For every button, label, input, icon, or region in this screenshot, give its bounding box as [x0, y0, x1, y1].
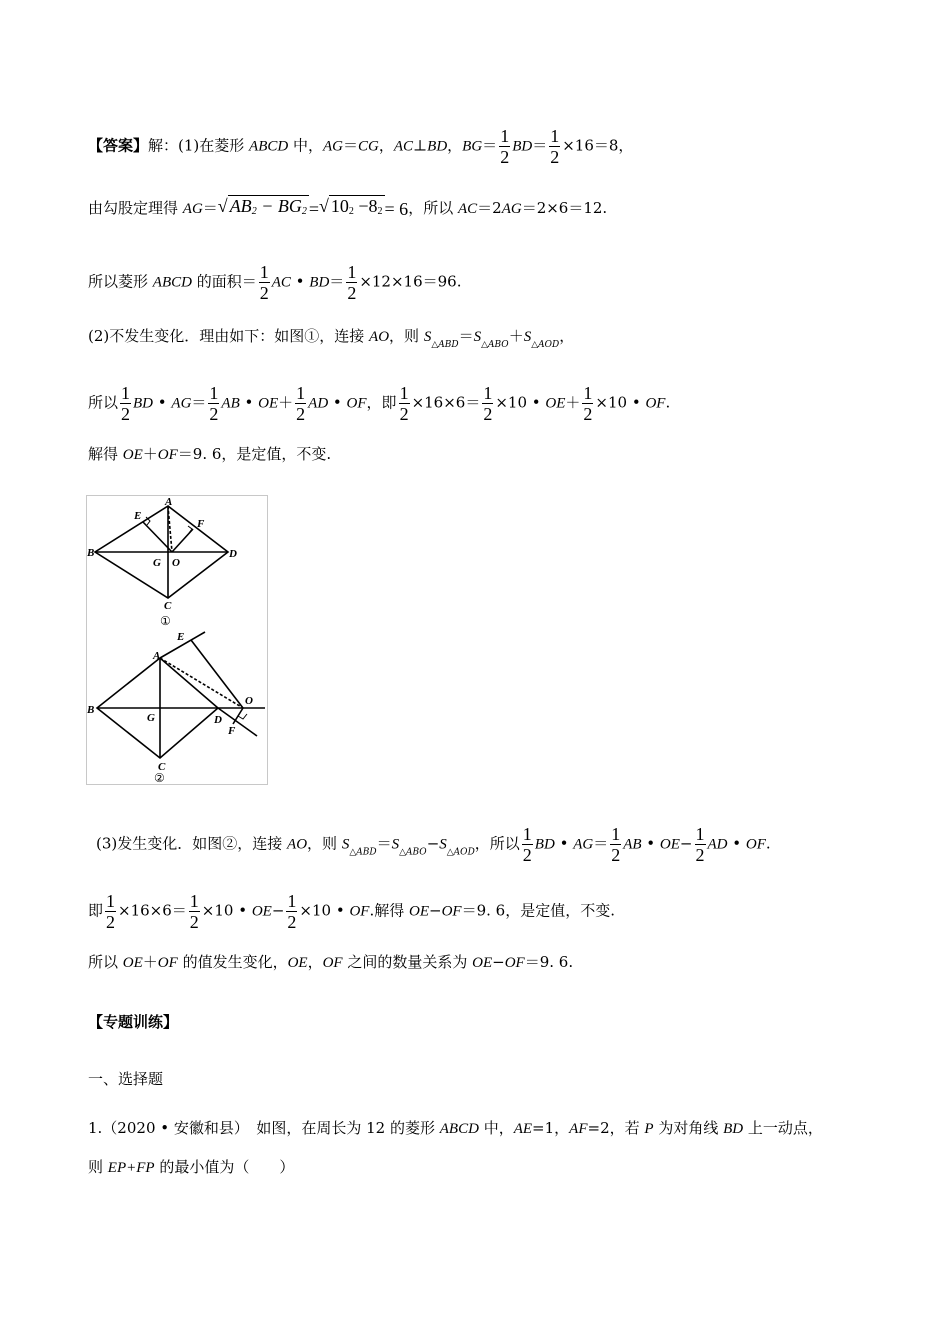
text: ，	[378, 136, 394, 155]
text: AF	[569, 1121, 588, 1137]
answer-line-3	[88, 262, 461, 303]
answer-line-9	[88, 952, 573, 973]
text: OF	[349, 903, 370, 920]
text: −	[492, 953, 505, 971]
fraction	[259, 262, 270, 303]
text: AC	[457, 201, 478, 217]
fraction	[346, 262, 357, 303]
text: OE	[472, 955, 493, 971]
text: OF	[645, 395, 666, 412]
text: ＝	[202, 199, 218, 217]
numerator: 1	[583, 383, 593, 403]
denominator: 2	[189, 912, 199, 932]
section-title: 【专题训练】	[88, 1013, 179, 1031]
numerator: 1	[209, 383, 219, 403]
text: (2)不发生变化．理由如下：如图①，连接	[88, 327, 370, 345]
text: •	[554, 834, 574, 853]
text: ＝2×6＝12.	[521, 199, 608, 217]
text: 解得	[88, 445, 123, 463]
answer-line-2	[88, 196, 607, 222]
text: AC	[271, 274, 291, 291]
fraction	[120, 383, 131, 424]
numerator: 1	[106, 891, 116, 911]
text: BD	[512, 138, 533, 155]
text: 的最小值为（ ）	[154, 1158, 295, 1176]
label-f-1: F	[197, 518, 205, 530]
label-d-2: D	[214, 714, 222, 726]
text: BD	[427, 138, 448, 155]
text: AD	[308, 395, 329, 412]
denominator: 2	[121, 404, 131, 424]
text: P	[644, 1121, 654, 1137]
text: ＋	[508, 327, 524, 345]
text: AG	[182, 201, 203, 217]
subscript: △ABO	[399, 847, 427, 858]
denominator: 2	[611, 845, 621, 865]
text: − BG	[256, 196, 302, 216]
text: AO	[287, 836, 308, 853]
numerator: 1	[259, 262, 269, 282]
fraction	[105, 891, 116, 932]
text: .	[665, 393, 671, 412]
area-symbol: S	[341, 836, 350, 853]
text: ，所以	[474, 834, 520, 853]
question-1-line-2	[88, 1157, 294, 1178]
label-e-2: E	[177, 631, 185, 643]
denominator: 2	[399, 404, 409, 424]
text: −	[271, 901, 285, 920]
text: 为对角线	[653, 1119, 724, 1137]
fraction	[695, 824, 706, 865]
label-f-2: F	[228, 725, 236, 737]
text: OF	[504, 955, 525, 971]
denominator: 2	[209, 404, 219, 424]
text: OF	[346, 395, 367, 412]
text: ＝	[458, 327, 474, 345]
text: 由勾股定理得	[88, 199, 183, 217]
text: ＝	[329, 272, 345, 291]
denominator: 2	[296, 404, 306, 424]
area-symbol: S	[423, 329, 432, 345]
text: ABCD	[439, 1121, 479, 1137]
label-b-2: B	[87, 704, 95, 716]
exponent: 2	[348, 206, 354, 217]
figure-caption-1: ①	[160, 614, 171, 628]
subscript: △ABD	[431, 340, 459, 350]
right-angle-f-1	[188, 526, 192, 533]
fraction	[522, 824, 533, 865]
answer-line-8	[88, 891, 615, 932]
numerator: 1	[121, 383, 131, 403]
sqrt-expression: √ $10_2 -8_2$	[318, 196, 383, 217]
text: OE	[409, 903, 430, 920]
text: 10	[330, 196, 349, 216]
text: = 6	[384, 199, 409, 219]
text: ×16×6＝	[118, 901, 187, 920]
subscript: △ABO	[481, 340, 509, 350]
label-d-1: D	[229, 548, 237, 560]
numerator: 1	[189, 891, 199, 911]
text: =2，若	[587, 1119, 645, 1137]
figure-svg	[87, 496, 267, 784]
text: OE	[122, 447, 143, 463]
text: EP+FP	[107, 1160, 155, 1176]
text: OE	[287, 955, 308, 971]
numerator: 1	[550, 126, 560, 146]
text: •	[641, 834, 660, 853]
text: 解：(1)在菱形	[148, 136, 250, 155]
dashed-ao-2	[160, 658, 243, 708]
answer-line-5	[88, 383, 670, 424]
fraction	[295, 383, 306, 424]
numerator: 1	[483, 383, 493, 403]
text: .	[765, 834, 771, 853]
denominator: 2	[695, 845, 705, 865]
text: =	[308, 199, 319, 219]
text: BD	[534, 836, 555, 853]
text: 的值发生变化，	[177, 953, 288, 971]
fraction	[610, 824, 621, 865]
text: ＝9. 6，是定值，不变.	[461, 901, 615, 920]
text: ×12×16＝96.	[359, 272, 462, 291]
area-symbol: S	[473, 329, 482, 345]
text: AB	[221, 395, 240, 412]
fraction	[549, 126, 560, 167]
area-symbol: S	[391, 836, 400, 853]
fraction	[286, 891, 297, 932]
figure-caption-2: ②	[154, 771, 165, 784]
text: ，则	[307, 834, 342, 853]
text: OE	[659, 836, 680, 853]
numerator: 1	[296, 383, 306, 403]
text: ABCD	[152, 274, 192, 291]
text: .解得	[369, 901, 410, 920]
text: ＝9. 6，是定值，不变.	[177, 445, 332, 463]
text: ＋	[142, 953, 158, 971]
text: 所以	[88, 393, 119, 412]
text: 1.（2020 • 安徽和县） 如图，在周长为 12 的菱形	[88, 1119, 440, 1137]
text: CG	[358, 138, 379, 155]
text: ＋	[565, 393, 581, 412]
text: AD	[707, 836, 728, 853]
label-b-1: B	[87, 547, 95, 559]
text: −	[429, 901, 442, 920]
label-g-1: G	[153, 557, 161, 569]
text: 即	[88, 901, 104, 920]
label-o-2: O	[245, 695, 253, 707]
answer-line-1	[88, 126, 633, 167]
text: AG	[171, 395, 192, 412]
text: ＋	[278, 393, 294, 412]
text: ，	[447, 136, 463, 155]
text: •	[290, 272, 310, 291]
text: 所以	[88, 953, 123, 971]
text: ABCD	[249, 138, 289, 155]
text: ，	[559, 327, 575, 345]
text: 所以菱形	[88, 272, 153, 291]
text: ，即	[366, 393, 397, 412]
fraction	[582, 383, 593, 424]
text: AB	[229, 196, 252, 216]
numerator: 1	[695, 824, 705, 844]
denominator: 2	[583, 404, 593, 424]
subscript: △ABD	[349, 847, 377, 858]
answer-line-7	[96, 824, 771, 865]
text: •	[239, 393, 259, 412]
numerator: 1	[522, 824, 532, 844]
text: OF	[441, 903, 462, 920]
denominator: 2	[500, 147, 510, 167]
denominator: 2	[550, 147, 560, 167]
text: ×10 •	[201, 901, 252, 920]
text: =1，	[532, 1119, 570, 1137]
text: 则	[88, 1158, 108, 1176]
text: OE	[122, 955, 143, 971]
denominator: 2	[347, 283, 357, 303]
exponent: 2	[377, 206, 383, 217]
text: OF	[745, 836, 766, 853]
text: AG	[323, 138, 343, 155]
text: ×10 •	[495, 393, 546, 412]
text: ＝	[343, 136, 359, 155]
text: BD	[723, 1121, 744, 1137]
text: ×10 •	[595, 393, 646, 412]
text: ＝	[376, 834, 392, 853]
geometry-figure	[86, 495, 268, 785]
numerator: 1	[611, 824, 621, 844]
answer-line-4	[88, 326, 574, 355]
fraction	[189, 891, 200, 932]
text: •	[153, 393, 172, 412]
text: ，	[307, 953, 323, 971]
sqrt-expression: √ $AB_2 - BG_2$	[217, 196, 307, 217]
text: ，则	[389, 327, 424, 345]
area-symbol: S	[439, 836, 447, 853]
subscript: △AOD	[531, 340, 560, 350]
numerator: 1	[287, 891, 297, 911]
numerator: 1	[399, 383, 409, 403]
denominator: 2	[483, 404, 493, 424]
text: BD	[309, 274, 330, 291]
fraction	[482, 383, 493, 424]
exponent: 2	[301, 206, 307, 217]
text: AC	[393, 138, 414, 155]
text: (3)发生变化．如图②，连接	[96, 834, 288, 853]
text: ＝	[532, 136, 548, 155]
text: ＋	[142, 445, 158, 463]
fraction	[499, 126, 510, 167]
text: •	[727, 834, 746, 853]
text: 上一动点，	[743, 1119, 823, 1137]
text: •	[328, 393, 347, 412]
denominator: 2	[259, 283, 269, 303]
numerator: 1	[347, 262, 357, 282]
label-a-2: A	[153, 650, 161, 662]
text: ×16＝8，	[562, 136, 634, 155]
text: OF	[157, 955, 178, 971]
text: 之间的数量关系为	[342, 953, 473, 971]
denominator: 2	[287, 912, 297, 932]
text: ＝	[482, 136, 498, 155]
text: ⊥	[413, 136, 428, 155]
label-e-1: E	[134, 510, 142, 522]
label-o-1: O	[172, 557, 180, 569]
text: AB	[623, 836, 642, 853]
text: ，所以	[408, 199, 458, 217]
text: 中，	[478, 1119, 514, 1137]
text: AG	[501, 201, 522, 217]
text: ×10 •	[299, 901, 350, 920]
text: ＝	[593, 834, 609, 853]
section-subtitle: 一、选择题	[88, 1070, 164, 1088]
text: 中，	[288, 136, 323, 155]
answer-line-6	[88, 444, 331, 465]
segment-oe-2	[191, 640, 243, 708]
text: BD	[133, 395, 154, 412]
text: AG	[573, 836, 594, 853]
text: −	[426, 834, 440, 853]
text: −	[679, 834, 693, 853]
text: OE	[545, 395, 566, 412]
question-1-line-1	[88, 1118, 823, 1139]
text: BG	[462, 138, 483, 155]
text: ＝	[191, 393, 207, 412]
fraction	[399, 383, 410, 424]
label-c-1: C	[164, 600, 172, 612]
area-symbol: S	[523, 329, 532, 345]
subscript: △AOD	[446, 847, 475, 858]
text: −8	[353, 196, 378, 216]
exponent: 2	[251, 206, 257, 217]
text: OF	[322, 955, 343, 971]
numerator: 1	[500, 126, 510, 146]
text: AO	[369, 329, 390, 345]
label-c-2: C	[158, 761, 166, 773]
extension-ad-2	[218, 708, 257, 736]
text: OE	[258, 395, 279, 412]
denominator: 2	[522, 845, 532, 865]
text: ×16×6＝	[411, 393, 481, 412]
denominator: 2	[106, 912, 116, 932]
answer-tag: 【答案】	[88, 136, 149, 155]
label-a-1: A	[165, 496, 173, 508]
fraction	[208, 383, 219, 424]
text: OF	[157, 447, 178, 463]
text: OE	[251, 903, 272, 920]
text: 的面积＝	[191, 272, 257, 291]
text: ＝9. 6.	[524, 953, 574, 971]
label-g-2: G	[147, 712, 155, 724]
text: AE	[513, 1121, 533, 1137]
text: ＝2	[477, 199, 502, 217]
